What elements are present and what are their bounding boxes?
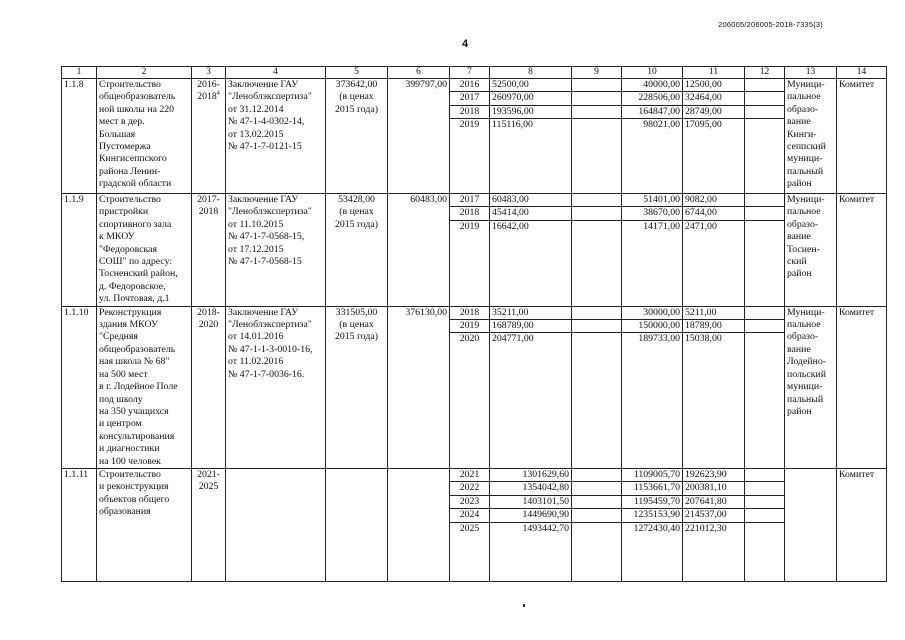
empty-line <box>745 333 784 345</box>
year: 2024 <box>450 509 489 522</box>
amount: 150000,00 <box>622 320 682 333</box>
amount-col8 <box>490 79 572 194</box>
object-name: Реконструкция здания МКОУ "Средняя общеобразователь ная школа № 68" на 500 мест в г. Лодейное Поле под школу на 350 учащихся и центром консультирования и диагностики на 100 человек <box>97 306 192 468</box>
object-name: Строительство и реконструкция объектов общего образования <box>97 468 192 581</box>
amount: 164847,00 <box>622 106 682 119</box>
total-cost: 399797,00 <box>388 79 450 194</box>
empty-line <box>572 79 621 92</box>
amount-col11 <box>683 79 745 194</box>
page-number: 4 <box>462 38 469 50</box>
amount: 221012,30 <box>685 522 727 534</box>
period: 2017- 2018 <box>192 194 226 307</box>
empty-line <box>572 194 621 207</box>
column-header: 8 <box>490 67 572 79</box>
amount: 1493442,70 <box>522 522 569 534</box>
column-header: 11 <box>683 67 745 79</box>
empty-line <box>745 496 784 509</box>
empty-line <box>745 221 784 233</box>
empty-line <box>572 333 621 345</box>
column-header: 7 <box>450 67 490 79</box>
object-name: Строительство общеобразователь ной школы на 220 мест в дер. Большая Пустомержа Кингисеппского района Ленин- градской области <box>97 79 192 194</box>
empty-line <box>572 523 621 535</box>
column-header: 14 <box>837 67 887 79</box>
amount-col12 <box>745 468 785 581</box>
year: 2018 <box>450 106 489 119</box>
amount: 16642,00 <box>492 220 529 232</box>
amount: 28749,00 <box>683 106 744 119</box>
amount: 1195459,70 <box>622 496 682 509</box>
empty-line <box>745 509 784 522</box>
table-row <box>62 79 887 194</box>
column-header: 1 <box>62 67 97 79</box>
amount: 1354042,80 <box>490 482 571 495</box>
amount-col8 <box>490 194 572 307</box>
empty-line <box>572 482 621 495</box>
municipality <box>785 468 837 581</box>
row-id: 1.1.10 <box>62 306 97 468</box>
amount: 192623,90 <box>683 469 744 482</box>
years-cell <box>450 79 490 194</box>
column-header: 5 <box>326 67 388 79</box>
expertise-conclusion <box>226 468 326 581</box>
year: 2017 <box>450 194 489 207</box>
expertise-conclusion: Заключение ГАУ "Леноблэкспертиза" от 31.12.2014 № 47-1-4-0302-14, от 13.02.2015 № 47-1-7-0121-15 <box>226 79 326 194</box>
amount: 1403101,50 <box>490 496 571 509</box>
empty-line <box>572 496 621 509</box>
amount: 38670,00 <box>622 207 682 220</box>
year: 2019 <box>459 119 480 131</box>
empty-line <box>745 106 784 119</box>
empty-line <box>572 221 621 233</box>
amount-col11 <box>683 306 745 468</box>
estimated-cost: 53428,00 (в ценах 2015 года) <box>326 194 388 307</box>
row-id: 1.1.9 <box>62 194 97 307</box>
amount-col8 <box>490 306 572 468</box>
amount: 168789,00 <box>490 320 571 333</box>
year: 2016 <box>450 79 489 92</box>
responsible-body: Комитет <box>837 468 887 581</box>
year: 2021 <box>450 469 489 482</box>
municipality: Муници- пальное образо- вание Кинги- сеппский муници- пальный район <box>785 79 837 194</box>
amount: 18789,00 <box>683 320 744 333</box>
amount: 15038,00 <box>685 333 722 345</box>
amount: 207641,80 <box>683 496 744 509</box>
years-cell <box>450 306 490 468</box>
column-header: 4 <box>226 67 326 79</box>
column-header: 3 <box>192 67 226 79</box>
amount: 6744,00 <box>683 207 744 220</box>
empty-line <box>745 207 784 220</box>
amount-col8 <box>490 468 572 581</box>
year: 2019 <box>459 220 480 232</box>
responsible-body: Комитет <box>837 79 887 194</box>
amount-col10 <box>622 194 683 307</box>
responsible-body: Комитет <box>837 306 887 468</box>
empty-line <box>745 482 784 495</box>
amount-col11 <box>683 194 745 307</box>
amount: 40000,00 <box>622 79 682 92</box>
empty-line <box>572 307 621 320</box>
empty-line <box>745 469 784 482</box>
scan-speck <box>523 604 525 607</box>
amount-col12 <box>745 194 785 307</box>
amount: 193596,00 <box>490 106 571 119</box>
empty-line <box>572 119 621 131</box>
municipality: Муници- пальное образо- вание Тосиен- ский район <box>785 194 837 307</box>
estimated-cost: 331505,00 (в ценах 2015 года) <box>326 306 388 468</box>
table-row <box>62 194 887 307</box>
row-id: 1.1.8 <box>62 79 97 194</box>
year: 2020 <box>459 333 480 345</box>
amount-col9 <box>572 468 622 581</box>
total-cost: 60483,00 <box>388 194 450 307</box>
amount: 14171,00 <box>643 220 680 232</box>
empty-line <box>572 320 621 333</box>
estimated-cost <box>326 468 388 581</box>
period: 2018- 2020 <box>192 306 226 468</box>
column-header: 10 <box>622 67 683 79</box>
object-name: Строительство пристройки спортивного зала к МКОУ "Федоровская СОШ" по адресу: Тосненский район, д. Федоровское, ул. Почтовая, д.1 <box>97 194 192 307</box>
amount: 1272430,40 <box>633 522 680 534</box>
amount: 260970,00 <box>490 92 571 105</box>
amount: 1235153,90 <box>622 509 682 522</box>
amount-col10 <box>622 468 683 581</box>
amount: 1301629,60 <box>490 469 571 482</box>
amount: 98021,00 <box>643 119 680 131</box>
municipality: Муници- пальное образо- вание Лодейно- польский муници- пальный район <box>785 306 837 468</box>
empty-line <box>745 92 784 105</box>
amount-col12 <box>745 79 785 194</box>
program-table <box>61 66 887 582</box>
amount: 30000,00 <box>622 307 682 320</box>
amount: 32464,00 <box>683 92 744 105</box>
column-header: 13 <box>785 67 837 79</box>
column-number-row <box>62 67 887 79</box>
total-cost <box>388 468 450 581</box>
table-row <box>62 468 887 581</box>
amount: 1109005,70 <box>622 469 682 482</box>
empty-line <box>745 194 784 207</box>
amount: 2471,00 <box>685 220 717 232</box>
amount: 17095,00 <box>685 119 722 131</box>
amount: 200381,10 <box>683 482 744 495</box>
period <box>192 79 226 194</box>
amount: 228506,00 <box>622 92 682 105</box>
amount: 12500,00 <box>683 79 744 92</box>
year: 2018 <box>450 307 489 320</box>
responsible-body: Комитет <box>837 194 887 307</box>
amount-col12 <box>745 306 785 468</box>
period: 2021- 2025 <box>192 468 226 581</box>
total-cost: 376130,00 <box>388 306 450 468</box>
amount-col9 <box>572 194 622 307</box>
empty-line <box>572 469 621 482</box>
year: 2025 <box>459 522 480 534</box>
amount: 214537,00 <box>683 509 744 522</box>
column-header: 6 <box>388 67 450 79</box>
period-text: 2016- 2018 <box>197 79 220 103</box>
empty-line <box>572 509 621 522</box>
empty-line <box>745 523 784 535</box>
years-cell <box>450 468 490 581</box>
column-header: 12 <box>745 67 785 79</box>
row-id: 1.1.11 <box>62 468 97 581</box>
amount: 52500,00 <box>490 79 571 92</box>
year: 2023 <box>450 496 489 509</box>
empty-line <box>745 320 784 333</box>
amount-col10 <box>622 79 683 194</box>
amount-col9 <box>572 79 622 194</box>
amount: 189733,00 <box>638 333 680 345</box>
amount: 1153661,70 <box>622 482 682 495</box>
empty-line <box>572 92 621 105</box>
expertise-conclusion: Заключение ГАУ "Леноблэкспертиза" от 11.10.2015 № 47-1-7-0568-15, от 17.12.2015 № 47-1-7-0568-15 <box>226 194 326 307</box>
expertise-conclusion: Заключение ГАУ "Леноблэкспертиза" от 14.01.2016 № 47-1-1-3-0010-16, от 11.02.2016 № 47-1-7-0036-16. <box>226 306 326 468</box>
table-row <box>62 306 887 468</box>
amount: 5211,00 <box>683 307 744 320</box>
column-header: 2 <box>97 67 192 79</box>
amount: 51401,00 <box>622 194 682 207</box>
amount-col11 <box>683 468 745 581</box>
empty-line <box>572 207 621 220</box>
empty-line <box>745 79 784 92</box>
amount: 115116,00 <box>492 119 533 131</box>
amount-col10 <box>622 306 683 468</box>
estimated-cost: 373642,00 (в ценах 2015 года) <box>326 79 388 194</box>
empty-line <box>745 307 784 320</box>
year: 2019 <box>450 320 489 333</box>
amount: 35211,00 <box>490 307 571 320</box>
empty-line <box>745 119 784 131</box>
empty-line <box>572 106 621 119</box>
amount-col9 <box>572 306 622 468</box>
year: 2022 <box>450 482 489 495</box>
amount: 1449690,90 <box>490 509 571 522</box>
years-cell <box>450 194 490 307</box>
amount: 204771,00 <box>492 333 534 345</box>
year: 2017 <box>450 92 489 105</box>
year: 2018 <box>450 207 489 220</box>
amount: 60483,00 <box>490 194 571 207</box>
column-header: 9 <box>572 67 622 79</box>
document-code: 206005/206005-2018-7335(3) <box>718 20 823 29</box>
footnote-mark: 4 <box>216 91 220 98</box>
amount: 45414,00 <box>490 207 571 220</box>
amount: 9082,00 <box>683 194 744 207</box>
